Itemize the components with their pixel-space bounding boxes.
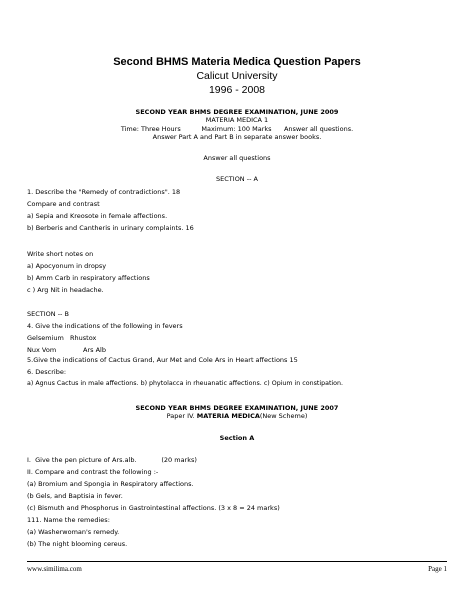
exam2-header	[0, 404, 474, 421]
question-line: Compare and contrast	[27, 200, 100, 208]
question-line: (b Gels, and Baptisia in fever.	[27, 492, 123, 500]
exam1-section-a: SECTION -- A	[216, 175, 258, 183]
question-line: Nux Vom Ars Alb	[27, 346, 106, 354]
section-b-label: SECTION -- B	[27, 310, 69, 318]
exam2-section-a: Section A	[219, 434, 255, 442]
question-line: c ) Arg Nit in headache.	[27, 286, 104, 294]
footer-website[interactable]: www.similima.com	[27, 565, 82, 573]
exam1-header	[0, 108, 474, 142]
university-name: Calicut University	[196, 70, 278, 82]
question-line: b) Berberis and Cantheris in urinary complaints. 16	[27, 224, 194, 232]
question-line: (b) The night blooming cereus.	[27, 540, 128, 548]
exam2-paper	[0, 412, 474, 420]
exam2-paper-suffix: (New Scheme)	[259, 412, 308, 421]
question-line: 4. Give the indications of the following in fevers	[27, 322, 183, 330]
exam1-info: Time: Three Hours Maximum: 100 Marks Answer all questions.	[120, 124, 354, 133]
document-title: Second BHMS Materia Medica Question Papers	[113, 56, 361, 68]
question-line: II. Compare and contrast the following :-	[27, 468, 159, 476]
question-line: 6. Describe:	[27, 368, 67, 376]
question-line: b) Amm Carb in respiratory affections	[27, 274, 150, 282]
exam2-heading: SECOND YEAR BHMS DEGREE EXAMINATION, JUNE 2007	[135, 404, 339, 412]
question-line: a) Apocyonum in dropsy	[27, 262, 107, 270]
question-line: 5.Give the indications of Cactus Grand, Aur Met and Cole Ars in Heart affections 15	[27, 356, 298, 364]
footer-divider	[27, 561, 447, 562]
question-line: Gelsemium Rhustox	[27, 334, 97, 342]
question-line: a) Sepia and Kreosote in female affections.	[27, 212, 168, 220]
year-range: 1996 - 2008	[208, 84, 266, 96]
exam1-note: Answer Part A and Part B in separate answer books.	[152, 133, 322, 142]
question-line: (c) Bismuth and Phosphorus in Gastrointestinal affections. (3 x 8 = 24 marks)	[27, 504, 280, 512]
question-line: (a) Washerwoman's remedy.	[27, 528, 120, 536]
exam2-paper-subject: MATERIA MEDICA	[196, 412, 260, 421]
question-line: a) Agnus Cactus in male affections. b) phytolacca in rheuanatic affections. c) Opium in constipation.	[27, 380, 344, 387]
question-line: I. Give the pen picture of Ars.alb. (20 marks)	[27, 456, 197, 464]
question-line: (a) Bromium and Spongia in Respiratory affections.	[27, 480, 194, 488]
exam1-instruction: Answer all questions	[203, 154, 271, 162]
footer-page-number: Page 1	[428, 565, 447, 573]
question-line: 111. Name the remedies:	[27, 516, 110, 524]
question-line: 1. Describe the "Remedy of contradictions". 18	[27, 188, 181, 196]
exam2-paper-prefix: Paper IV.	[166, 412, 197, 421]
exam1-heading: SECOND YEAR BHMS DEGREE EXAMINATION, JUNE 2009	[135, 108, 339, 116]
exam1-subject: MATERIA MEDICA 1	[205, 116, 269, 125]
question-line: Write short notes on	[27, 250, 94, 258]
